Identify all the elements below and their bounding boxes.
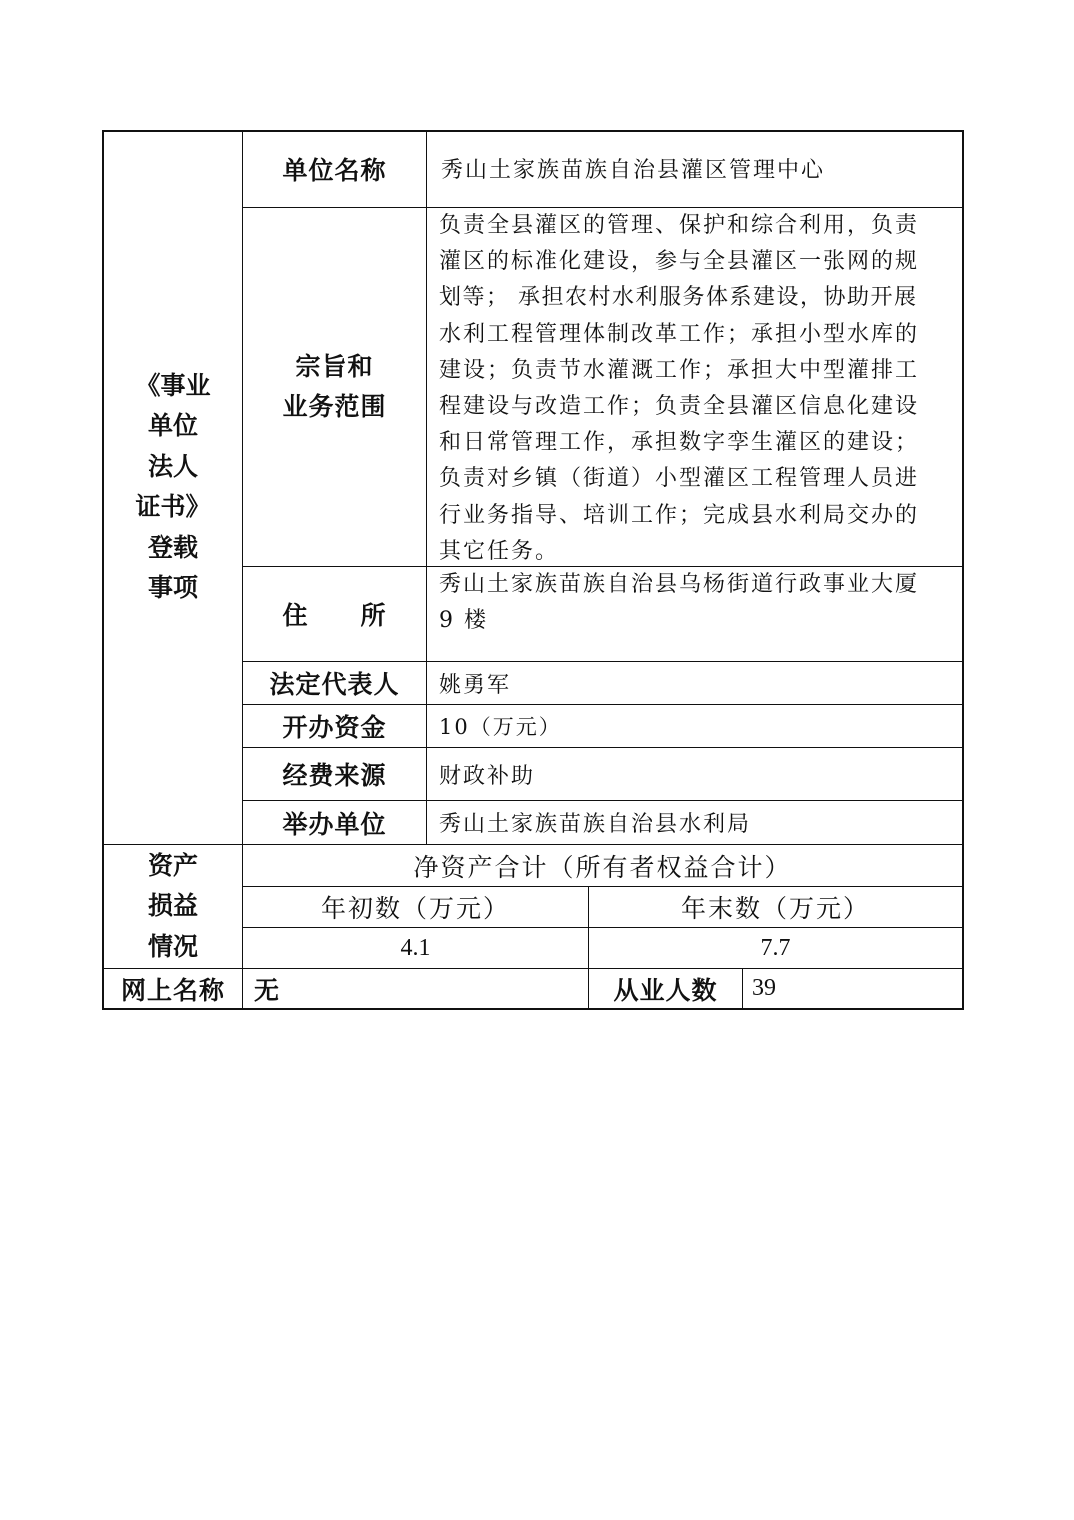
net-assets-header: 净资产合计（所有者权益合计） bbox=[413, 852, 792, 882]
capital-value: 10（万元） bbox=[439, 715, 562, 739]
funding-source-value: 财政补助 bbox=[439, 763, 536, 789]
registration-items-label: 《事业 单位 法人 证书》 登载 事项 bbox=[135, 370, 211, 602]
start-of-year-value: 4.1 bbox=[400, 934, 431, 961]
divider bbox=[742, 968, 743, 1010]
unit-name-value: 秀山土家族苗族自治县灌区管理中心 bbox=[441, 158, 826, 183]
address-label: 住 所 bbox=[282, 601, 387, 630]
purpose-value: 负责全县灌区的管理、保护和综合利用，负责 灌区的标准化建设，参与全县灌区一张网的规 划等； 承担农村水利服务体系建设，协助开展 水利工程管理体制改革工作；承担小型水库的 建设；负责节水灌溉工作；承担大中型灌排工 程建设与改造工作；负责全县灌区信息化建设 和日常管理工作，承担数字孪生灌区的建设； 负责对乡镇（街道）小型灌区工程管理人员进 行业务指导、培训工作；完成县水利局交办的 其它任务。 bbox=[439, 213, 920, 564]
table-border-right bbox=[962, 130, 964, 1010]
end-of-year-label: 年末数（万元） bbox=[680, 894, 870, 923]
start-of-year-label: 年初数（万元） bbox=[320, 894, 510, 923]
address-value: 秀山土家族苗族自治县乌杨街道行政事业大厦 9 楼 bbox=[439, 572, 920, 633]
organizer-value: 秀山土家族苗族自治县水利局 bbox=[439, 812, 752, 837]
capital-label: 开办资金 bbox=[282, 713, 387, 742]
organizer-label: 举办单位 bbox=[282, 809, 387, 839]
online-name-value: 无 bbox=[254, 975, 281, 1005]
end-of-year-value: 7.7 bbox=[760, 934, 791, 961]
unit-name-label: 单位名称 bbox=[282, 155, 387, 185]
staff-count-value: 39 bbox=[752, 975, 776, 1001]
funding-source-label: 经费来源 bbox=[282, 761, 387, 790]
legal-representative-label: 法定代表人 bbox=[269, 670, 400, 699]
registration-table bbox=[102, 130, 964, 1010]
purpose-label: 宗旨和 业务范围 bbox=[282, 352, 387, 421]
staff-count-label: 从业人数 bbox=[613, 975, 718, 1005]
legal-representative-value: 姚勇军 bbox=[439, 672, 512, 698]
table-border-bottom bbox=[102, 1008, 964, 1010]
online-name-label: 网上名称 bbox=[120, 975, 225, 1005]
assets-label: 资产 损益 情况 bbox=[147, 850, 198, 961]
